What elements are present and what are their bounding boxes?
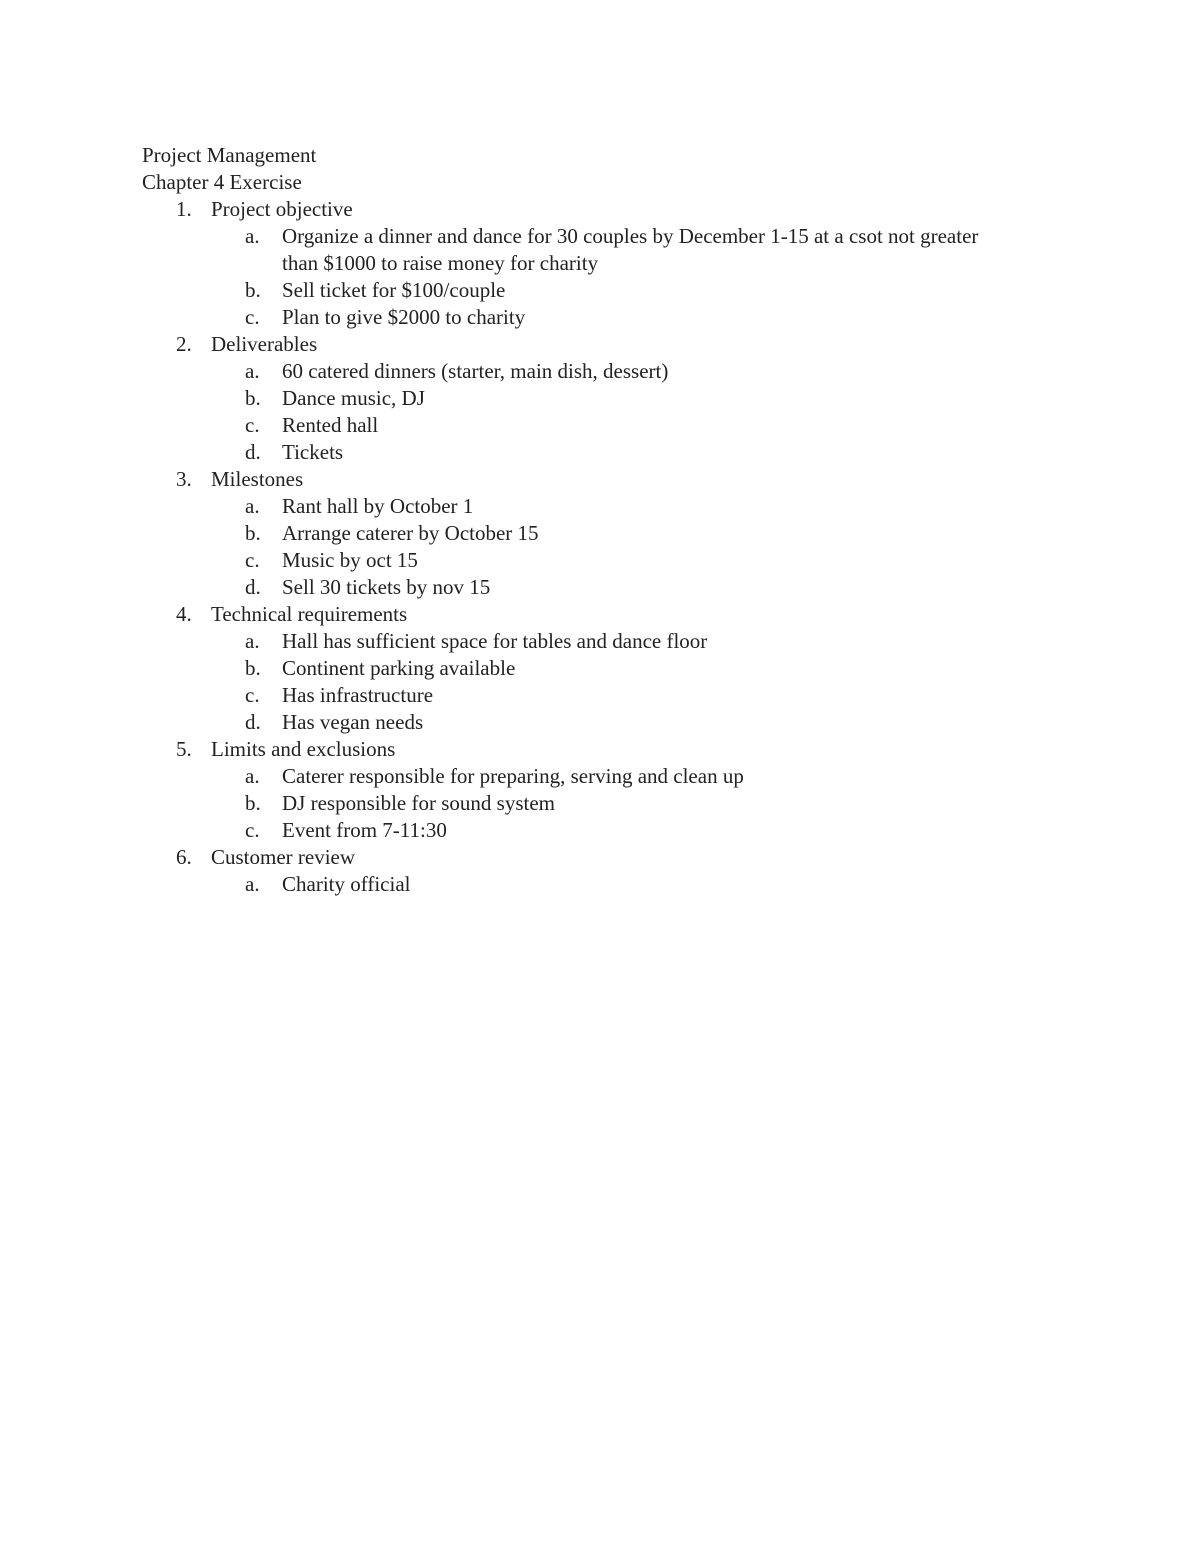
item-number: 5. (176, 737, 192, 761)
sub-list (211, 223, 1022, 331)
sub-item (211, 709, 1022, 736)
item-number: 6. (176, 845, 192, 869)
sub-item-letter: b. (245, 386, 261, 410)
sub-item-letter: b. (245, 656, 261, 680)
sub-item-text: DJ responsible for sound system (282, 791, 555, 815)
sub-item-text: Sell 30 tickets by nov 15 (282, 575, 491, 599)
outline-item (142, 844, 1022, 898)
document-subtitle: Chapter 4 Exercise (142, 170, 302, 194)
sub-item-letter: c. (245, 305, 260, 329)
sub-item-letter: a. (245, 872, 260, 896)
sub-item (211, 277, 1022, 304)
sub-item-text: Event from 7-11:30 (282, 818, 447, 842)
sub-item-text: 60 catered dinners (starter, main dish, dessert) (282, 359, 669, 383)
sub-list (211, 493, 1022, 601)
sub-item (211, 439, 1022, 466)
sub-item-letter: a. (245, 359, 260, 383)
sub-item (211, 493, 1022, 520)
sub-item-text: Music by oct 15 (282, 548, 418, 572)
sub-item (211, 358, 1022, 385)
sub-item (211, 655, 1022, 682)
item-label: Project objective (211, 197, 353, 221)
sub-item-letter: d. (245, 440, 261, 464)
item-number: 4. (176, 602, 192, 626)
sub-item-text: Organize a dinner and dance for 30 couples by December 1-15 at a csot not greater than $1000 to raise money for charity (282, 224, 979, 275)
sub-item-letter: b. (245, 791, 261, 815)
sub-item (211, 412, 1022, 439)
outline-item (142, 736, 1022, 844)
item-number: 3. (176, 467, 192, 491)
sub-item-text: Caterer responsible for preparing, serving and clean up (282, 764, 744, 788)
outline-item (142, 196, 1022, 331)
sub-item-text: Continent parking available (282, 656, 516, 680)
sub-list (211, 763, 1022, 844)
sub-item-letter: a. (245, 224, 260, 248)
sub-item (211, 628, 1022, 655)
outline-item (142, 331, 1022, 466)
sub-item-text: Has infrastructure (282, 683, 434, 707)
item-label: Customer review (211, 845, 356, 869)
sub-item (211, 817, 1022, 844)
sub-item-letter: c. (245, 818, 260, 842)
sub-item (211, 790, 1022, 817)
item-label: Technical requirements (211, 602, 408, 626)
sub-item-text: Rant hall by October 1 (282, 494, 474, 518)
sub-item (211, 385, 1022, 412)
sub-item-letter: b. (245, 521, 261, 545)
sub-item (211, 682, 1022, 709)
outline-list (142, 196, 1022, 898)
sub-item-letter: c. (245, 413, 260, 437)
sub-item-letter: a. (245, 494, 260, 518)
outline-item (142, 466, 1022, 601)
sub-item-letter: d. (245, 575, 261, 599)
item-number: 1. (176, 197, 192, 221)
sub-item-text: Rented hall (282, 413, 379, 437)
sub-item-text: Hall has sufficient space for tables and dance floor (282, 629, 708, 653)
sub-item-text: Arrange caterer by October 15 (282, 521, 539, 545)
sub-list (211, 628, 1022, 736)
sub-item (211, 574, 1022, 601)
sub-item-text: Sell ticket for $100/couple (282, 278, 506, 302)
sub-item-text: Tickets (282, 440, 344, 464)
outline-item (142, 601, 1022, 736)
document-title: Project Management (142, 143, 317, 167)
item-label: Limits and exclusions (211, 737, 396, 761)
sub-item (211, 871, 1022, 898)
sub-item (211, 547, 1022, 574)
sub-item-text: Dance music, DJ (282, 386, 425, 410)
sub-item-text: Plan to give $2000 to charity (282, 305, 526, 329)
sub-item (211, 223, 1022, 277)
sub-item (211, 763, 1022, 790)
sub-item-text: Has vegan needs (282, 710, 424, 734)
sub-item-letter: b. (245, 278, 261, 302)
item-label: Deliverables (211, 332, 318, 356)
document-body (142, 142, 1022, 898)
sub-item (211, 304, 1022, 331)
sub-item-text: Charity official (282, 872, 411, 896)
sub-list (211, 358, 1022, 466)
sub-item-letter: a. (245, 764, 260, 788)
item-number: 2. (176, 332, 192, 356)
sub-item-letter: a. (245, 629, 260, 653)
item-label: Milestones (211, 467, 304, 491)
sub-item (211, 520, 1022, 547)
sub-item-letter: c. (245, 683, 260, 707)
sub-item-letter: d. (245, 710, 261, 734)
sub-list (211, 871, 1022, 898)
sub-item-letter: c. (245, 548, 260, 572)
